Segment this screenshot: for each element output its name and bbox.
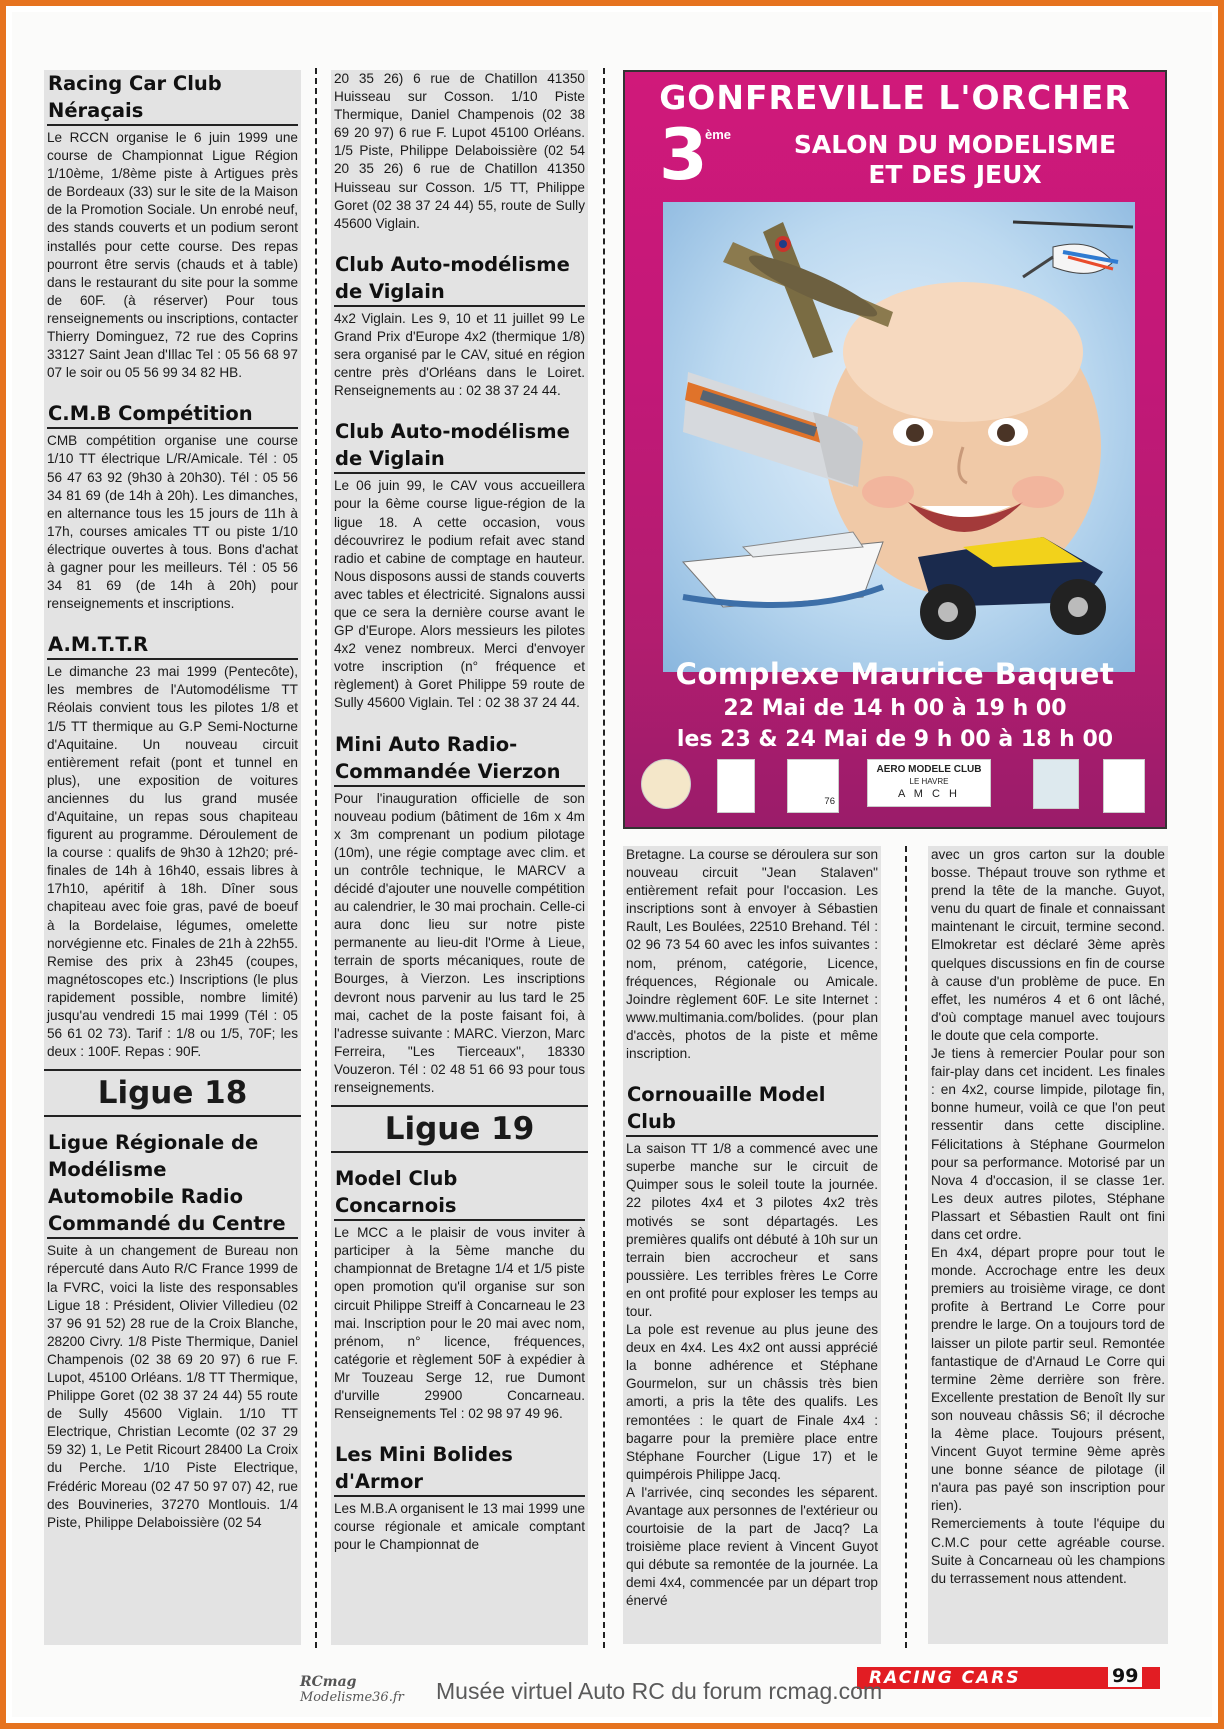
magazine-name: RACING CARS bbox=[869, 1668, 1021, 1688]
article-text: Les M.B.A organisent le 13 mai 1999 une course régionale et amicale comptant pour le Championnat de bbox=[334, 1501, 585, 1553]
ligue-18-heading: Ligue 18 bbox=[44, 1069, 301, 1117]
article-text: Suite à un changement de Bureau non répercuté dans Auto R/C France 1999 de la FVRC, voici la liste des responsables Ligue 18 : Président, Olivier Villedieu (02 37 96 91 52) 28 rue de la Croix Blanche, 28200 Civry. 1/8 Piste Thermique, Daniel Champenois (02 38 69 20 97) 6 rue F. Lupot, 45100 Orléans. 1/8 TT Thermique, Philippe Goret (02 38 37 24 44) 55 route de Sully 45600 Viglain. 1/10 TT Electrique, Christian Lecomte (02 37 29 59 32) 1, Le Petit Ricourt 28400 La Croix du Perche. 1/10 Piste Electrique, Frédéric Moreau (02 47 50 97 07) 42, rue des Bouvineries, 37270 Montlouis. 1/4 Piste, Philippe Delaboissière (02 54 bbox=[47, 1243, 298, 1530]
logo-club-city: LE HAVRE bbox=[909, 777, 949, 786]
article-marcv bbox=[331, 731, 588, 1098]
sponsor-logo-1 bbox=[641, 759, 691, 809]
article-text: 4x2 Viglain. Les 9, 10 et 11 juillet 99 Le Grand Prix d'Europe 4x2 (thermique 1/8) sera organisé par le CAV, situé en région centre près d'Orléans dans le Loiret. Renseignements au : 02 38 37 24 44. bbox=[334, 310, 585, 399]
sponsor-logo-amch bbox=[867, 759, 991, 807]
article-title: Ligue Régionale de Modélisme Automobile Radio Commandé du Centre bbox=[47, 1129, 298, 1239]
poster-venue: Complexe Maurice Baquet bbox=[675, 657, 1115, 691]
poster-illustration bbox=[663, 202, 1135, 672]
helicopter-icon bbox=[1013, 222, 1133, 277]
article-title: A.M.T.T.R bbox=[47, 631, 298, 660]
sponsor-logo-6 bbox=[1103, 759, 1145, 813]
poster-photo-montage bbox=[663, 202, 1135, 672]
article-text-2: Je tiens à remercier Poular pour son fair-play dans cet incident. Les finales : en 4x2, course limpide, pilotage fin, bonne humeur, voilà ce que l'on peut ressentir dans cette discipline. Félicitations à Stéphane Gourmelon pour sa performance. Motorisé par un Nova 4 d'occasion, il se classe 1er. Les deux autres pilotes, Stéphane Plassart et Sébastien Rault ont fini dans cet ordre. bbox=[931, 1046, 1165, 1242]
museum-credit: Musée virtuel Auto RC du forum rcmag.com bbox=[436, 1678, 883, 1704]
logo-club-name: AERO MODELE CLUB bbox=[876, 764, 982, 775]
sponsor-logo-2 bbox=[717, 759, 755, 813]
article-text-4: Remerciements à toute l'équipe du C.M.C pour cette agréable course. Suite à Concarneau où les champions du terrassement nous attendent. bbox=[931, 1516, 1165, 1586]
article-text-2: La pole est revenue au plus jeune des deux en 4x4. Les 4x2 ont aussi apprécié la bonne adhérence et Stéphane Gourmelon, sur un châssis très bien amorti, a pris la tête des qualifs. Les remontées : le quart de Finale 4x4 : bagarre pour la première place entre Stéphane Fourcher (Ligue 17) et le quimpérois Philippe Jacq. bbox=[626, 1322, 878, 1482]
article-text: CMB compétition organise une course 1/10 TT électrique L/R/Amicale. Tél : 05 56 47 63 92 (9h30 à 20h30). Tél : 05 56 34 81 69 (de 14h à 20h). Les dimanches, en alternance tous les 15 jours de 11h à 17h, courses amicales TT ou piste 1/10 électrique ouvertes à tous. Bons d'achat à gagner pour les meilleurs. Tél : 05 56 34 81 69 (de 14h à 20h) pour renseignements et inscriptions. bbox=[47, 433, 298, 612]
article-amttr bbox=[44, 631, 301, 1061]
column-3 bbox=[623, 846, 881, 1644]
article-title: Model Club Concarnois bbox=[334, 1165, 585, 1221]
sponsor-logo-3 bbox=[787, 759, 839, 813]
article-title: Racing Car Club Néraçais bbox=[47, 70, 298, 126]
site-logo-subtitle: Modelisme36.fr bbox=[300, 1690, 404, 1705]
article-title: Mini Auto Radio-Commandée Vierzon bbox=[334, 731, 585, 787]
article-mini-bolides bbox=[331, 1441, 588, 1554]
article-text: Le RCCN organise le 6 juin 1999 une course de Championnat Ligue Région 1/10ème, 1/8ème piste à Artigues près de Bordeaux (33) sur le site de la Maison de la Promotion Sociale. Un enrobé neuf, des stands couverts et un podium seront installés pour cette course. Des repas pourront être servis (chauds et à table) dans le restaurant du site pour la somme de 60F. (à réserver) Pour tous renseignements ou inscriptions, contacter Thierry Dominguez, 72 rue des Coprins 33127 Saint Jean d'Illac Tel : 05 56 68 97 07 le soir ou 05 56 99 34 82 HB. bbox=[47, 130, 298, 381]
article-text-3: A l'arrivée, cinq secondes les séparent. Avantage aux personnes de l'extérieur ou courtoisie de la part de Jacq? La troisième place revient à Vincent Guyot qui débute sa remontée de la journée. La demi 4x4, commencée par un départ trop énervé bbox=[626, 1484, 878, 1609]
column-separator bbox=[905, 846, 907, 1648]
article-model-club-concarnois bbox=[331, 1165, 588, 1423]
poster-event-line1: SALON DU MODELISME bbox=[793, 130, 1117, 159]
salon-poster bbox=[623, 70, 1167, 829]
column-separator bbox=[603, 68, 605, 1648]
article-title: Club Auto-modélisme de Viglain bbox=[334, 251, 585, 307]
article-cornouaille bbox=[623, 1081, 881, 1610]
article-text-continued: avec un gros carton sur la double bosse. Thépaut trouve son rythme et prend la tête de la manche. Guyot, venu du quart de finale et connaissant maintenant le circuit, termine second. Elmokretar est déclaré 3ème après quelques discussions en fin de course à cause d'un problème de puce. En effet, les numéros 4 et 6 ont lâché, d'où comptage manuel avec toujours le doute que cela comporte. bbox=[931, 847, 1165, 1043]
article-text: Le MCC a le plaisir de vous inviter à participer à la 5ème manche du championnat de Bretagne 1/4 et 1/5 piste open promotion qu'il organise sur son circuit Philippe Streiff à Concarneau le 23 mai. Inscription pour le 20 mai avec nom, prénom, n° licence, fréquences, catégorie et règlement 50F à expédier à Mr Touzeau Serge 12, rue Dumont d'urville 29900 Concarneau. Renseignements Tel : 02 98 97 49 96. bbox=[334, 1225, 585, 1422]
poster-date-1: 22 Mai de 14 h 00 à 19 h 00 bbox=[723, 696, 1067, 721]
logo-club-abbr: A M C H bbox=[898, 788, 960, 800]
column-2 bbox=[331, 70, 588, 1645]
poster-event-line2: ET DES JEUX bbox=[868, 160, 1042, 189]
article-club-viglain-2 bbox=[331, 418, 588, 712]
article-title: Les Mini Bolides d'Armor bbox=[334, 1441, 585, 1497]
column-4 bbox=[928, 846, 1168, 1644]
poster-date-2: les 23 & 24 Mai de 9 h 00 à 18 h 00 bbox=[676, 727, 1114, 752]
article-text: Pour l'inauguration officielle de son nouveau podium (bâtiment de 16m x 4m x 3m comprenant un podium pilotage (10m), une régie comptage avec clim. et un contrôle technique, le MARCV a décidé d'ajouter une nouvelle compétition au calendrier, le 30 mai prochain. Celle-ci aura donc lieu sur notre piste permanente au lieu-dit l'Orme à Lieue, terrain de sports mécaniques, route de Bourges, à Vierzon. Les inscriptions devront nous parvenir au lus tard le 25 mai, cachet de la poste faisant foi, à l'adresse suivante : MARC. Vierzon, Marc Ferreira, "Les Tierceaux", 18330 Vouzeron. Tél : 02 48 51 66 93 pour tous renseignements. bbox=[334, 790, 585, 1096]
article-ligue-regionale bbox=[44, 1129, 301, 1532]
article-text: Le dimanche 23 mai 1999 (Pentecôte), les membres de l'Automodélisme TT Réolais convient tous les pilotes 1/8 et 1/5 TT thermique au G.P Semi-Nocturne d'Aquitaine. Un nouveau circuit entièrement refait (pont et tunnel en plus), une exposition de voitures anciennes du lus grand musée d'Aquitaine, un repas sous chapiteau figurent au programme. Déroulement de la course : qualifs de 9h30 à 12h20; pré-finales de 14h à 16h40, essais libres à 17h10, apéritif à 18h. Dîner sous chapiteau avec foie gras, pavé de boeuf à la Bordelaise, légumes, omelette norvégienne etc. Finales de 21h à 22h55. Remise des prix à 23h45 (coupes, magnétoscopes etc.) Inscriptions (le plus rapidement possible, nombre limité) jusqu'au vendredi 15 mai 1999 (Tél : 05 56 61 02 73). Tarif : 1/8 ou 1/5, 70F; les deux : 100F. Repas : 90F. bbox=[47, 664, 298, 1060]
article-text: La saison TT 1/8 a commencé avec une superbe manche sur le circuit de Quimper sous le soleil toute la journée. 22 pilotes 4x4 et 3 pilotes 4x2 très motivés se sont départagés. Les premières qualifs ont débuté à 10h sur un terrain bien accrocheur et sans poussière. Les terribles frères Le Corre en ont profité pour exploser les temps au tour. bbox=[626, 1141, 878, 1319]
article-title: Club Auto-modélisme de Viglain bbox=[334, 418, 585, 474]
article-cmb-competition bbox=[44, 400, 301, 613]
column-1 bbox=[44, 70, 301, 1645]
column-separator bbox=[315, 68, 317, 1648]
ligue-19-heading: Ligue 19 bbox=[331, 1105, 588, 1153]
boat-icon bbox=[683, 532, 883, 607]
article-text: Le 06 juin 99, le CAV vous accueillera pour la 6ème course ligue-région de la ligue 18. A cette occasion, vous découvrirez le podium refait avec stand radio et cabine de comptage en hauteur. Nous disposons aussi de stands couverts avec tables et électricité. Signalons aussi que ce sera la dernière course avant le GP d'Europe. Alors messieurs les pilotes 4x2 venez nombreux. Merci d'envoyer votre inscription (n° fréquence et règlement) à Goret Philippe 59 route de Sully 45600 Viglain. Tel : 02 38 37 24 44. bbox=[334, 478, 585, 711]
article-club-viglain-1 bbox=[331, 251, 588, 400]
sponsor-logo-number: 76 bbox=[824, 796, 835, 807]
sponsor-logos bbox=[637, 759, 1153, 821]
article-racing-car-club bbox=[44, 70, 301, 382]
poster-edition-ordinal: ème bbox=[705, 127, 732, 142]
sponsor-logo-5 bbox=[1033, 759, 1079, 809]
article-text-continued: 20 35 26) 6 rue de Chatillon 41350 Huisseau sur Cosson. 1/10 Piste Thermique, Daniel Champenois (02 38 69 20 97) 6 rue F. Lupot 45100 Orléans. 1/5 Piste, Philippe Delaboissière (02 54 20 35 26) 6 rue de Chatillon 41350 Huisseau sur Cosson. 1/5 TT, Philippe Goret (02 38 37 24 44) 55, route de Sully 45600 Viglain. bbox=[334, 71, 585, 231]
page-number: 99 bbox=[1108, 1665, 1142, 1687]
poster-event-title bbox=[685, 130, 1167, 190]
site-logo: RCmag bbox=[300, 1674, 357, 1690]
article-title: Cornouaille Model Club bbox=[626, 1081, 878, 1137]
poster-edition-number: 3 bbox=[659, 114, 708, 196]
article-text-3: En 4x4, départ propre pour tout le monde. Accrochage entre les deux premiers au troisième virage, ce dont profite à Bertrand Le Corre pour prendre le large. On a toujours tord de laisser un pilote partir seul. Remontée fantastique de d'Arnaud Le Corre qui termine 2ème derrière son frère. Excellente prestation de Benoît Ily sur son nouveau châssis S6; il décroche la 4ème place. Toujours présent, Vincent Guyot termine 9ème après une bonne séance de pilotage (il n'aura pas payé son inscription pour rien). bbox=[931, 1245, 1165, 1514]
article-text-continued: Bretagne. La course se déroulera sur son nouveau circuit "Jean Stalaven" entièrement refait pour l'occasion. Les inscriptions sont à envoyer à Sébastien Rault, Les Boulées, 22510 Brehand. Tél : 02 96 73 54 60 avec les infos suivantes : nom, prénom, catégorie, Licence, fréquences, Régionale ou Amicale. Joindre règlement 60F. Le site Internet : www.multimania.com/bolides. (pour plan d'accès, photos de la piste et même inscription. bbox=[626, 847, 878, 1062]
article-title: C.M.B Compétition bbox=[47, 400, 298, 429]
poster-city: GONFREVILLE L'ORCHER bbox=[659, 78, 1131, 117]
